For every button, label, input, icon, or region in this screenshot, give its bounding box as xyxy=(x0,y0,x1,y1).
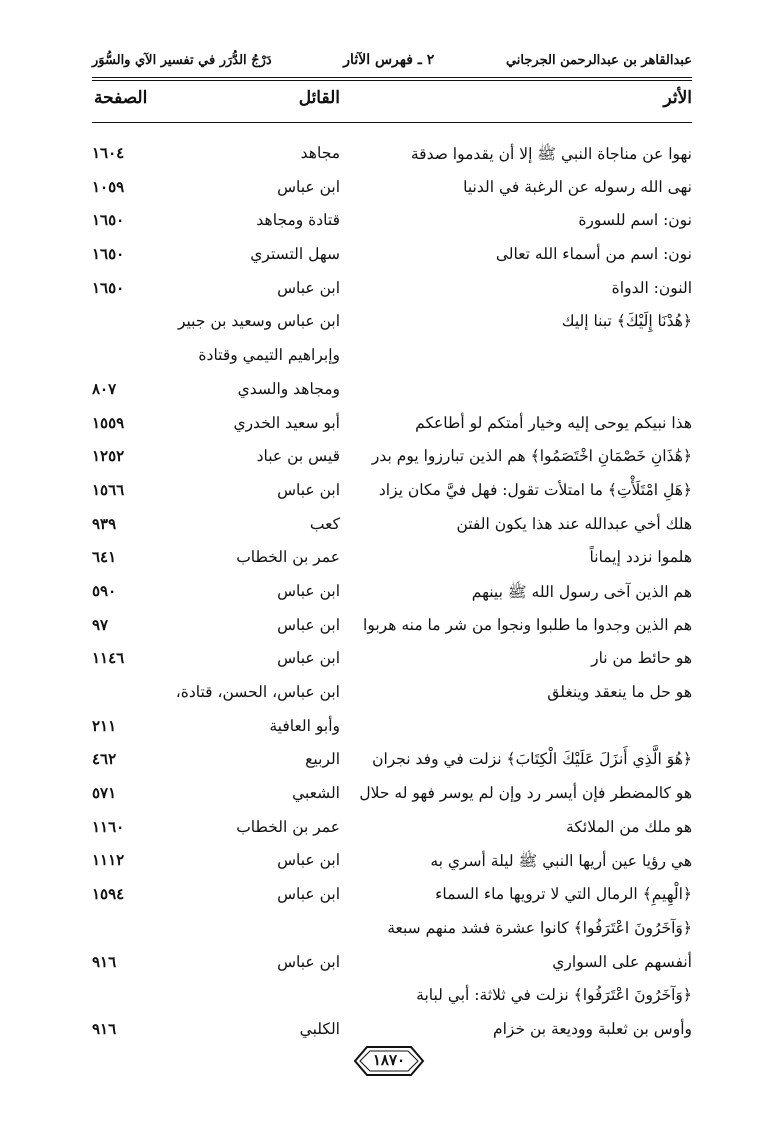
page-ref: ١٥٩٤ xyxy=(92,885,125,904)
athar-text: هم الذين آخى رسول الله ﷺ بينهم xyxy=(471,582,692,601)
index-row xyxy=(92,308,692,342)
index-row xyxy=(92,241,692,275)
page-number-ornament xyxy=(353,1043,425,1079)
qail-text: ابن عباس xyxy=(277,480,340,499)
index-row xyxy=(92,443,692,477)
page-ref: ٩١٦ xyxy=(92,952,117,971)
athar-text: ﴿الْهِيمِ﴾ الرمال التي لا ترويها ماء السماء xyxy=(435,885,692,904)
index-row xyxy=(92,612,692,646)
athar-text: وأوس بن ثعلبة ووديعة بن خزام xyxy=(493,1019,692,1038)
qail-text: ابن عباس xyxy=(277,581,340,600)
athar-text: هو كالمضطر فإن أيسر رد وإن لم يوسر فهو له حلال xyxy=(359,784,692,803)
index-row xyxy=(92,645,692,679)
page-ref: ٥٧١ xyxy=(92,784,117,803)
page-ref: ١٥٥٩ xyxy=(92,413,125,432)
athar-text: هو حل ما ينعقد وينغلق xyxy=(547,683,692,701)
index-row xyxy=(92,881,692,915)
athar-text: هو ملك من الملائكة xyxy=(566,817,692,836)
index-row xyxy=(92,847,692,881)
index-row xyxy=(92,746,692,780)
qail-text: ابن عباس xyxy=(277,278,340,297)
page-ref: ٢١١ xyxy=(92,716,117,735)
qail-text: ابن عباس xyxy=(277,952,340,971)
qail-text: سهل التستري xyxy=(250,245,340,264)
index-row xyxy=(92,915,692,949)
page-ref: ٨٠٧ xyxy=(92,379,117,398)
index-row xyxy=(92,376,692,410)
qail-text: قتادة ومجاهد xyxy=(256,211,340,230)
index-row xyxy=(92,410,692,444)
page-ref: ١٦٠٤ xyxy=(92,144,125,162)
athar-text: هي رؤيا عين أريها النبي ﷺ ليلة أسري به xyxy=(430,852,692,871)
header-rule-thin xyxy=(92,80,692,81)
athar-text: ﴿هُدْنَا إِلَيْكَ﴾ تبنا إليك xyxy=(561,312,692,331)
qail-text: أبو سعيد الخدري xyxy=(233,413,340,432)
page-number: ١٨٧٠ xyxy=(372,1051,406,1069)
page-ref: ٦٤١ xyxy=(92,548,117,567)
page-ref: ٥٩٠ xyxy=(92,581,117,600)
qail-text: الربيع xyxy=(305,750,340,769)
athar-text: ﴿هُوَ الَّذِي أَنزَلَ عَلَيْكَ الْكِتَابَ﴾ نزلت في وفد نجران xyxy=(372,750,692,769)
athar-text: نون: اسم للسورة xyxy=(578,211,692,230)
index-row xyxy=(92,207,692,241)
header-author: عبدالقاهر بن عبدالرحمن الجرجاني xyxy=(505,52,692,68)
index-row xyxy=(92,982,692,1016)
athar-text: ﴿وَآخَرُونَ اعْتَرَفُوا﴾ نزلت في ثلاثة: أبي لبابة xyxy=(416,986,692,1005)
page-ref: ١٦٥٠ xyxy=(92,211,125,230)
page-ref: ١١٦٠ xyxy=(92,817,125,836)
athar-text: ﴿وَآخَرُونَ اعْتَرَفُوا﴾ كانوا عشرة فشد منهم سبعة xyxy=(387,918,692,937)
athar-text: ﴿هَٰذَانِ خَصْمَانِ اخْتَصَمُوا﴾ هم الذين تبارزوا يوم بدر xyxy=(371,447,692,466)
page-ref: ١٦٥٠ xyxy=(92,245,125,264)
qail-text: ابن عباس xyxy=(277,885,340,904)
page-ref: ١٥٦٦ xyxy=(92,480,125,499)
qail-text: الشعبي xyxy=(292,784,340,803)
qail-text: قيس بن عباد xyxy=(256,447,340,466)
qail-text: ابن عباس xyxy=(277,649,340,668)
qail-text: ومجاهد والسدي xyxy=(237,379,340,398)
index-row xyxy=(92,814,692,848)
qail-text: عمر بن الخطاب xyxy=(236,548,340,567)
index-row xyxy=(92,713,692,747)
page-ref: ١١٤٦ xyxy=(92,649,125,668)
qail-text: ابن عباس، الحسن، قتادة، xyxy=(175,683,340,701)
page-ref: ٤٦٢ xyxy=(92,750,117,769)
qail-text: وأبو العافية xyxy=(269,716,340,735)
athar-text: نهوا عن مناجاة النبي ﷺ إلا أن يقدموا صدقة xyxy=(410,145,692,163)
header-rule xyxy=(92,77,692,78)
page-ref: ١٦٥٠ xyxy=(92,278,125,297)
qail-text: ابن عباس وسعيد بن جبير xyxy=(177,312,340,331)
index-row xyxy=(92,780,692,814)
athar-text: هذا نبيكم يوحى إليه وخيار أمتكم لو أطاعكم xyxy=(415,413,692,432)
index-row xyxy=(92,578,692,612)
athar-text: هلك أخي عبدالله عند هذا يكون الفتن xyxy=(456,514,692,533)
qail-text: الكلبي xyxy=(299,1019,340,1038)
page-ref: ١١١٢ xyxy=(92,851,125,870)
qail-text: ابن عباس xyxy=(277,177,340,196)
qail-text: ابن عباس xyxy=(277,615,340,634)
athar-text: هو حائط من نار xyxy=(591,649,692,668)
header-book: دَرْجُ الدُّرَر في تفسير الآي والسُّوَر xyxy=(92,52,272,68)
qail-text: ابن عباس xyxy=(277,851,340,870)
page-ref: ٩٧ xyxy=(92,615,109,634)
index-row xyxy=(92,342,692,376)
page-ref: ٩٣٩ xyxy=(92,514,117,533)
qail-text: وإبراهيم التيمي وقتادة xyxy=(198,346,340,365)
column-headings xyxy=(92,88,692,118)
index-row xyxy=(92,544,692,578)
qail-text: عمر بن الخطاب xyxy=(236,817,340,836)
heading-page: الصفحة xyxy=(94,88,148,108)
athar-text: نون: اسم من أسماء الله تعالى xyxy=(495,245,692,264)
athar-text: هم الذين وجدوا ما طلبوا ونجوا من شر ما منه هربوا xyxy=(363,615,692,634)
index-row xyxy=(92,275,692,309)
athar-text: هلموا نزدد إيماناً xyxy=(589,548,692,567)
index-row xyxy=(92,679,692,713)
heading-athar: الأثر xyxy=(663,88,692,108)
index-row xyxy=(92,174,692,208)
page-ref: ١٢٥٢ xyxy=(92,447,125,466)
column-headings-rule xyxy=(92,122,692,123)
index-row xyxy=(92,477,692,511)
page-ref: ١٠٥٩ xyxy=(92,177,125,196)
running-header xyxy=(92,48,692,72)
header-section: ٢ ـ فهرس الآثار xyxy=(343,52,435,68)
qail-text: مجاهد xyxy=(300,144,340,162)
page-ref: ٩١٦ xyxy=(92,1019,117,1038)
athar-text: ﴿هَلِ امْتَلَأْتِ﴾ ما امتلأت تقول: فهل فيَّ مكان يزاد xyxy=(378,480,692,499)
index-row xyxy=(92,949,692,983)
athar-text: نهى الله رسوله عن الرغبة في الدنيا xyxy=(463,177,692,196)
athar-text: أنفسهم على السواري xyxy=(552,952,692,971)
index-table xyxy=(92,140,692,1050)
athar-text: النون: الدواة xyxy=(611,278,692,297)
qail-text: كعب xyxy=(309,514,340,533)
index-row xyxy=(92,140,692,174)
heading-qail: القائل xyxy=(298,88,340,108)
index-row xyxy=(92,511,692,545)
